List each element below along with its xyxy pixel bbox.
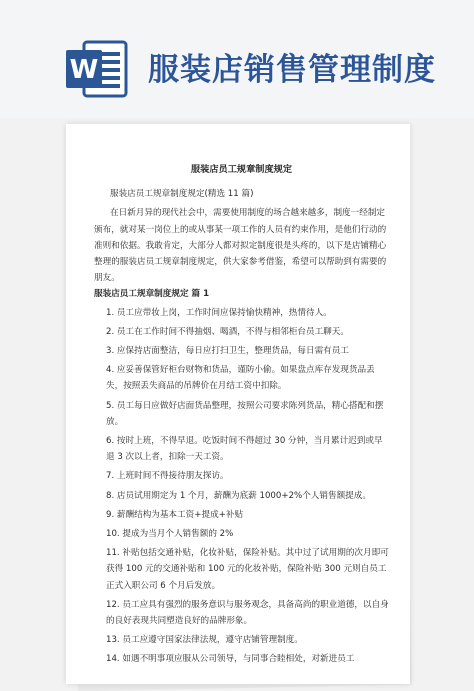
list-item: 2. 员工在工作时间不得抽烟、喝酒，不得与相邻柜台员工聊天。 [106, 326, 349, 337]
list-item: 5. 员工每日应做好店面货品整理，按照公司要求陈列货品，精心搭配和摆放。 [106, 400, 384, 427]
list-item: 12. 员工应具有强烈的服务意识与服务观念，具备高尚的职业道德，以自身的良好表现共同塑造良好的品牌形象。 [106, 599, 389, 627]
logo-letter: W [69, 55, 99, 85]
list-item: 9. 薪酬结构为基本工资+提成+补贴 [106, 509, 244, 520]
document-body [94, 162, 389, 671]
list-item: 3. 应保持店面整洁，每日应打扫卫生，整理货品，每日需有员工 [106, 346, 349, 357]
list-item: 11. 补贴包括交通补贴，化妆补贴，保险补贴。其中过了试用期的次月即可获得 100 元的交通补贴和 100 元的化妆补贴，保险补贴 300 元则自员工正式入职公司 6 个月后发放。 [106, 548, 389, 591]
list-item: 6. 按时上班，不得早退。吃饭时间不得超过 30 分钟，当月累计迟到或早退 3 次以上者，扣除一天工资。 [106, 436, 383, 463]
list-item: 14. 如遇不明事项应服从公司领导，与同事合睦相处，对新进员工 [106, 654, 355, 665]
word-document-icon [64, 36, 130, 102]
document-subtitle: 服装店员工规章制度规定(精选 11 篇) [110, 189, 254, 200]
banner [0, 0, 474, 118]
list-item: 10. 提成为当月个人销售额的 2% [106, 529, 234, 540]
list-item: 13. 员工应遵守国家法律法规，遵守店铺管理制度。 [106, 635, 303, 646]
list-item: 4. 应妥善保管好柜台财物和货品，谨防小偷。如果盘点库存发现货品丢失，按照丢失商品的吊牌价在月结工资中扣除。 [106, 365, 375, 392]
list-item: 7. 上班时间不得接待朋友探访。 [106, 471, 229, 482]
page-title: 服装店销售管理制度 [148, 52, 436, 88]
section-heading: 服装店员工规章制度规定 篇 1 [94, 289, 210, 300]
intro-paragraph: 在日新月异的现代社会中，需要使用制度的场合越来越多，制度一经制定颁布，就对某一岗位上的或从事某一项工作的人员有约束作用，是他们行动的准则和依据。我敢肯定，大部分人都对拟定制度很是头疼的，以下是店铺精心整理的服装店员工规章制度规定，供大家参考借鉴，希望可以帮助到有需要的朋友。 [94, 208, 387, 284]
list-item: 8. 店员试用期定为 1 个月，薪酬为底薪 1000+2%个人销售额提成。 [106, 490, 371, 501]
list-item: 1. 员工应带妆上岗，工作时间应保持愉快精神，热情待人。 [106, 307, 332, 318]
document-title: 服装店员工规章制度规定 [190, 164, 293, 175]
document-page [66, 124, 410, 684]
